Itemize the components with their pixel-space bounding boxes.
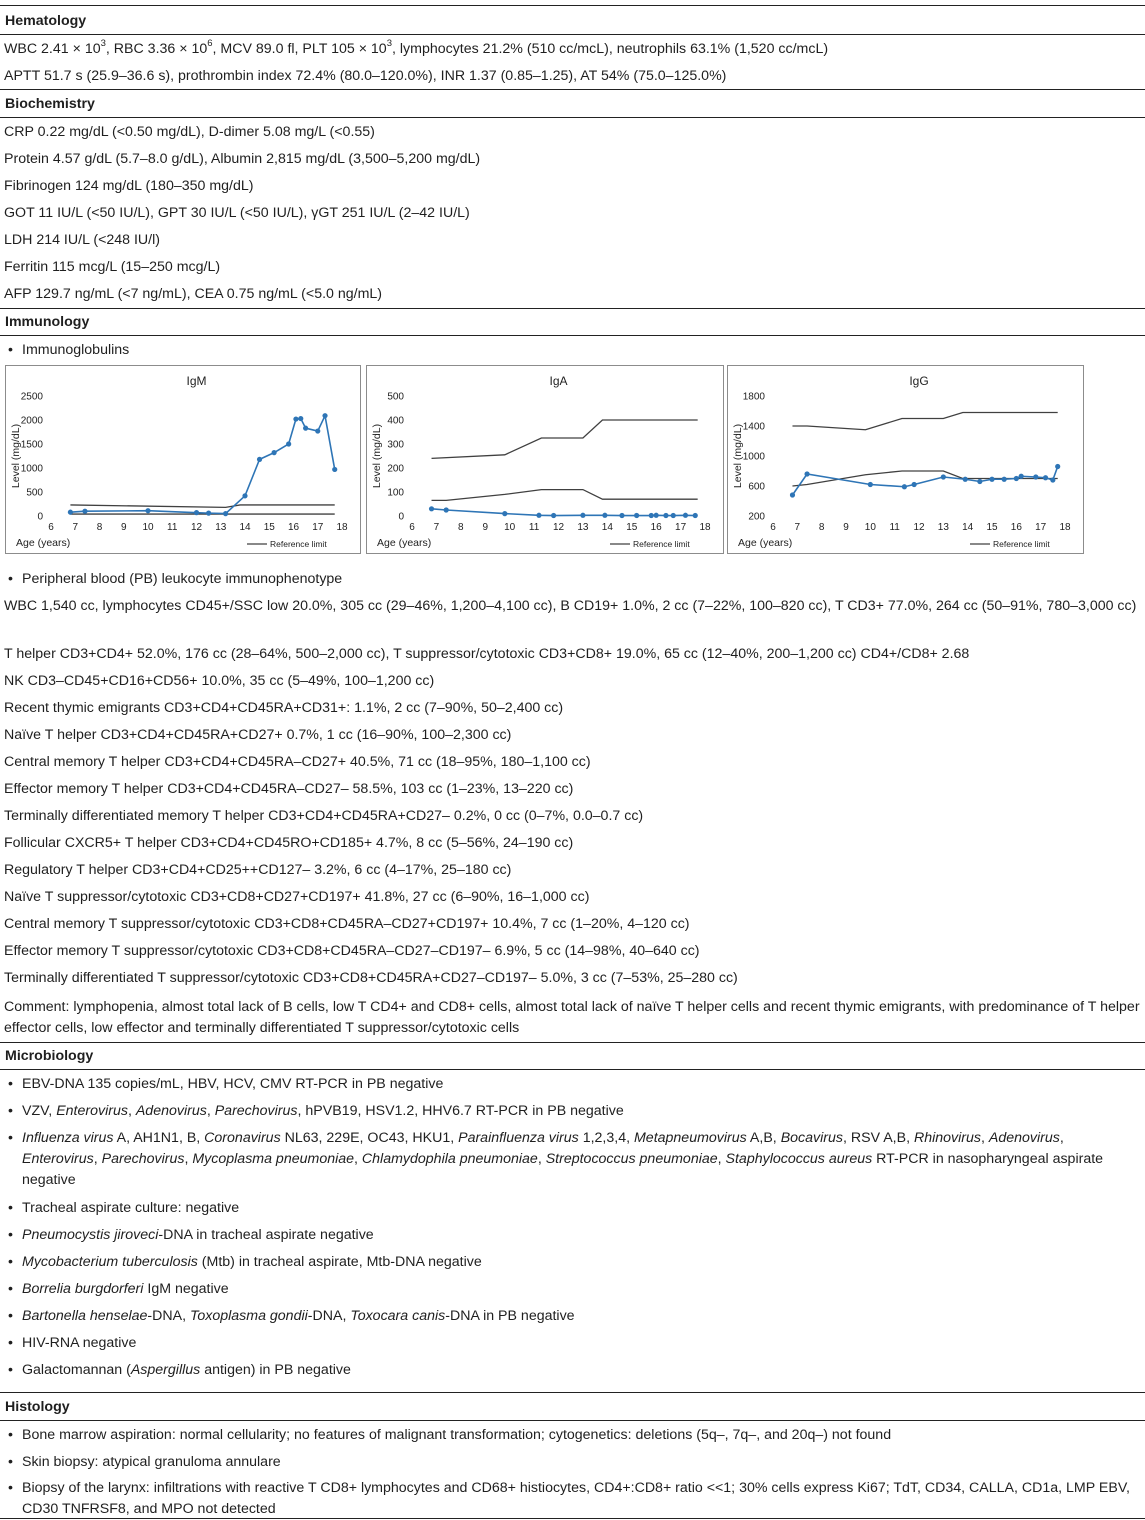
immunology-comment: Comment: lymphopenia, almost total lack of B cells, low T CD4+ and CD8+ cells, almost total lack of naïve T helper cells and recent thymic emigrants, with predominance of T helper effector cells, low effector and terminally differentiated T suppressor/cytotoxic cells [4,999,1140,1036]
section-heading-hematology: Hematology [5,13,87,29]
data-point [683,513,688,518]
immunology-line: Naïve T suppressor/cytotoxic CD3+CD8+CD27+CD197+ 41.8%, 27 cc (6–90%, 16–1,000 cc) [4,889,590,905]
data-point [1014,476,1019,481]
x-tick-label: 9 [482,522,489,533]
data-point [977,479,982,484]
data-point [868,482,873,487]
data-point [580,513,585,518]
microbiology-item: • Pneumocystis jiroveci-DNA in tracheal aspirate negative [4,1227,1141,1244]
microbiology-item: • Tracheal aspirate culture: negative [4,1200,1141,1217]
x-tick-label: 8 [96,522,103,533]
x-tick-label: 9 [843,522,849,533]
y-tick-label: 200 [748,511,765,523]
chart-igg [727,365,1084,554]
y-tick-label: 1400 [742,421,765,433]
x-tick-label: 13 [937,522,949,533]
immunology-line: Regulatory T helper CD3+CD4+CD25++CD127– 3.2%, 6 cc (4–17%, 25–180 cc) [4,862,512,878]
data-point [1002,477,1007,482]
y-axis-title: Level (mg/dL) [732,423,744,489]
section-rule [0,335,1145,336]
y-tick-label: 1000 [742,451,765,463]
histology-item: • Biopsy of the larynx: infiltrations with reactive T CD8+ lymphocytes and CD68+ histiocytes, CD4+:CD8+ ratio <<1; 30% cells express Ki67; TdT, CD34, CALLA, CD1a, LMP EBV, CD30 TNFRSF8, and MPO not detected [4,1478,1141,1520]
biochemistry-line: CRP 0.22 mg/dL (<0.50 mg/dL), D-dimer 5.08 mg/L (<0.55) [4,124,375,140]
data-point [444,507,449,512]
data-point [989,477,994,482]
section-heading-histology: Histology [5,1399,70,1415]
x-tick-label: 17 [1035,522,1047,533]
data-point [242,493,247,498]
y-tick-label: 500 [387,391,404,403]
reference-line [432,420,698,458]
series-line [70,416,334,514]
data-point [429,506,434,511]
chart-iga [366,365,724,554]
x-tick-label: 11 [889,522,900,533]
y-axis-title: Level (mg/dL) [10,423,22,489]
x-tick-label: 10 [142,522,154,533]
histology-item: • Bone marrow aspiration: normal cellularity; no features of malignant transformation; cytogenetics: deletions (5q–, 7q–, and 20q–) not found [4,1427,1141,1444]
microbiology-item: • Mycobacterium tuberculosis (Mtb) in tracheal aspirate, Mtb-DNA negative [4,1254,1141,1271]
section-rule [0,34,1145,35]
data-point [82,509,87,514]
section-heading-immunology: Immunology [5,314,90,330]
y-tick-label: 1500 [20,439,43,451]
y-axis-title: Level (mg/dL) [371,423,383,489]
data-point [1043,475,1048,480]
data-point [68,510,73,515]
x-tick-label: 16 [1010,522,1022,533]
data-point [902,484,907,489]
x-tick-label: 7 [433,522,440,533]
y-tick-label: 0 [37,511,43,523]
section-rule [0,1069,1145,1070]
data-point [693,513,698,518]
data-point [1050,477,1055,482]
x-tick-label: 18 [336,522,348,533]
reference-line [432,490,698,501]
x-tick-label: 7 [794,522,801,533]
reference-line [792,413,1057,430]
immunology-line: Terminally differentiated T suppressor/cytotoxic CD3+CD8+CD45RA+CD27–CD197– 5.0%, 3 cc (7–53%, 25–280 cc) [4,970,738,986]
data-point [663,513,668,518]
immunology-line: Follicular CXCR5+ T helper CD3+CD4+CD45RO+CD185+ 4.7%, 8 cc (5–56%, 24–190 cc) [4,835,574,851]
table-top-rule [0,5,1145,6]
data-point [303,426,308,431]
x-tick-label: 12 [913,522,925,533]
biochemistry-line: Ferritin 115 mcg/L (15–250 mcg/L) [4,259,221,275]
section-rule [0,117,1145,118]
y-tick-label: 1800 [742,391,765,403]
data-point [206,511,211,516]
chart-title: IgM [186,374,207,388]
x-tick-label: 8 [458,522,464,533]
data-point [1033,474,1038,479]
immunology-line: Effector memory T helper CD3+CD4+CD45RA–CD27– 58.5%, 103 cc (1–23%, 13–220 cc) [4,781,574,797]
data-point [315,428,320,433]
x-tick-label: 9 [120,522,127,533]
y-tick-label: 500 [26,487,43,499]
data-point [602,513,607,518]
data-point [963,477,968,482]
section-rule [0,89,1145,90]
immunology-line: Effector memory T suppressor/cytotoxic CD3+CD8+CD45RA–CD27–CD197– 6.9%, 5 cc (14–98%, 40–640 cc) [4,943,700,959]
data-point [1055,464,1060,469]
hematology-line-1: WBC $2.41 \times 10^3$, RBC $3.36 \times 10^6$, MCV 89.0 fl, PLT $105 \times 10^3$, lymphocytes 21.2% (510 cc/mcL), neutrophils 63.1% (1,520 cc/mcL) [4,38,829,57]
microbiology-item: • Influenza virus A, AH1N1, B, Coronavirus NL63, 229E, OC43, HKU1, Parainfluenza virus 1,2,3,4, Metapneumovirus A,B, Bocavirus, RSV A,B, Rhinovirus, Adenovirus, Enterovirus, Parechovirus, Mycoplasma pneumoniae, Chlamydophila pneumoniae, Streptococcus pneumoniae, Staphylococcus aureus RT-PCR in nasopharyngeal aspirate negative [4,1128,1141,1191]
chart-igm-svg [6,366,360,553]
immunoglobulins-label: • Immunoglobulins [4,342,1141,359]
chart-igm [5,365,361,554]
x-tick-label: 14 [239,522,251,533]
data-point [298,416,303,421]
data-point [194,510,199,515]
data-point [1019,474,1024,479]
immunology-line: Terminally differentiated memory T helper CD3+CD4+CD45RA+CD27– 0.2%, 0 cc (0–7%, 0.0–0.7 cc) [4,808,644,824]
y-tick-label: 2000 [20,415,43,427]
histology-item: • Skin biopsy: atypical granuloma annulare [4,1454,1141,1471]
x-tick-label: 13 [577,522,589,533]
section-rule [0,308,1145,309]
x-tick-label: 15 [263,522,275,533]
x-tick-label: 17 [675,522,687,533]
immunology-line: Central memory T suppressor/cytotoxic CD3+CD8+CD45RA–CD27+CD197+ 10.4%, 7 cc (1–20%, 4–120 cc) [4,916,690,932]
microbiology-item: • Borrelia burgdorferi IgM negative [4,1281,1141,1298]
data-point [804,471,809,476]
x-tick-label: 15 [626,522,638,533]
x-tick-label: 14 [601,522,613,533]
section-rule [0,1392,1145,1393]
x-tick-label: 16 [287,522,300,533]
x-tick-label: 10 [504,522,516,533]
data-point [257,457,262,462]
biochemistry-line: GOT 11 IU/L (<50 IU/L), GPT 30 IU/L (<50 IU/L), γGT 251 IU/L (2–42 IU/L) [4,205,470,221]
y-tick-label: 0 [398,511,404,523]
biochemistry-line: Protein 4.57 g/dL (5.7–8.0 g/dL), Albumin 2,815 mg/dL (3,500–5,200 mg/dL) [4,151,481,167]
data-point [551,513,556,518]
section-rule [0,1042,1145,1043]
chart-iga-svg [367,366,723,553]
biochemistry-line: AFP 129.7 ng/mL (<7 ng/mL), CEA 0.75 ng/mL (<5.0 ng/mL) [4,286,383,302]
microbiology-item: • Galactomannan (Aspergillus antigen) in PB negative [4,1362,1141,1379]
data-point [272,450,277,455]
microbiology-item: • Bartonella henselae-DNA, Toxoplasma gondii-DNA, Toxocara canis-DNA in PB negative [4,1308,1141,1325]
microbiology-item: • EBV-DNA 135 copies/mL, HBV, HCV, CMV RT-PCR in PB negative [4,1076,1141,1093]
legend-label: Reference limit [993,539,1050,549]
immunology-line: T helper CD3+CD4+ 52.0%, 176 cc (28–64%, 500–2,000 cc), T suppressor/cytotoxic CD3+CD8+ 19.0%, 65 cc (12–40%, 200–1,200 cc) CD4+/CD8+ 2.68 [4,646,970,662]
microbiology-item: • HIV-RNA negative [4,1335,1141,1352]
data-point [619,513,624,518]
data-point [286,441,291,446]
data-point [322,413,327,418]
x-tick-label: 11 [167,522,178,533]
immunology-line: NK CD3–CD45+CD16+CD56+ 10.0%, 35 cc (5–49%, 100–1,200 cc) [4,673,435,689]
x-tick-label: 6 [770,522,776,533]
y-tick-label: 100 [387,487,404,499]
x-tick-label: 14 [962,522,974,533]
reference-line [70,505,334,507]
x-tick-label: 8 [818,522,825,533]
chart-title: IgA [549,374,568,388]
x-tick-label: 12 [552,522,565,533]
data-point [223,511,228,516]
pb-immunophenotype-label: • Peripheral blood (PB) leukocyte immunophenotype [4,571,1141,588]
chart-title: IgG [909,374,929,388]
data-point [536,513,541,518]
x-axis-title: Age (years) [16,537,71,549]
x-tick-label: 18 [1059,522,1071,533]
y-tick-label: 2500 [20,391,43,403]
x-tick-label: 15 [986,522,998,533]
immunology-line: Naïve T helper CD3+CD4+CD45RA+CD27+ 0.7%, 1 cc (16–90%, 100–2,300 cc) [4,727,512,743]
legend-label: Reference limit [270,539,327,549]
immunology-line: Recent thymic emigrants CD3+CD4+CD45RA+CD31+: 1.1%, 2 cc (7–90%, 50–2,400 cc) [4,700,564,716]
data-point [912,482,917,487]
y-tick-label: 400 [387,415,404,427]
section-heading-biochemistry: Biochemistry [5,96,95,112]
x-axis-title: Age (years) [738,537,793,549]
y-tick-label: 1000 [20,463,43,475]
legend-label: Reference limit [633,539,690,549]
y-tick-label: 600 [748,481,765,493]
section-heading-microbiology: Microbiology [5,1048,94,1064]
immunology-line: Central memory T helper CD3+CD4+CD45RA–CD27+ 40.5%, 71 cc (18–95%, 180–1,100 cc) [4,754,591,770]
hematology-line-2: APTT 51.7 s (25.9–36.6 s), prothrombin index 72.4% (80.0–120.0%), INR 1.37 (0.85–1.25), AT 54% (75.0–125.0%) [4,68,727,84]
data-point [293,416,298,421]
x-tick-label: 6 [409,522,415,533]
x-tick-label: 17 [312,522,324,533]
x-tick-label: 18 [699,522,711,533]
data-point [502,511,507,516]
section-rule [0,1420,1145,1421]
data-point [145,508,150,513]
data-point [634,513,639,518]
x-tick-label: 11 [528,522,540,533]
data-point [654,513,659,518]
microbiology-item: • VZV, Enterovirus, Adenovirus, Parechovirus, hPVB19, HSV1.2, HHV6.7 RT-PCR in PB negative [4,1103,1141,1120]
x-tick-label: 12 [190,522,203,533]
x-axis-title: Age (years) [377,537,432,549]
biochemistry-line: Fibrinogen 124 mg/dL (180–350 mg/dL) [4,178,254,194]
data-point [332,467,337,472]
y-tick-label: 300 [387,439,404,451]
x-tick-label: 7 [72,522,79,533]
x-tick-label: 10 [864,522,876,533]
chart-igg-svg [728,366,1083,553]
data-point [671,513,676,518]
data-point [941,474,946,479]
x-tick-label: 16 [650,522,662,533]
y-tick-label: 200 [387,463,404,475]
x-tick-label: 6 [48,522,54,533]
data-point [649,513,654,518]
immunology-line: WBC 1,540 cc, lymphocytes CD45+/SSC low 20.0%, 305 cc (29–46%, 1,200–4,100 cc), B CD19+ 1.0%, 2 cc (7–22%, 100–820 cc), T CD3+ 77.0%, 264 cc (50–91%, 780–3,000 cc) [4,598,1137,614]
data-point [790,492,795,497]
biochemistry-line: LDH 214 IU/L (<248 IU/l) [4,232,160,248]
x-tick-label: 13 [215,522,227,533]
